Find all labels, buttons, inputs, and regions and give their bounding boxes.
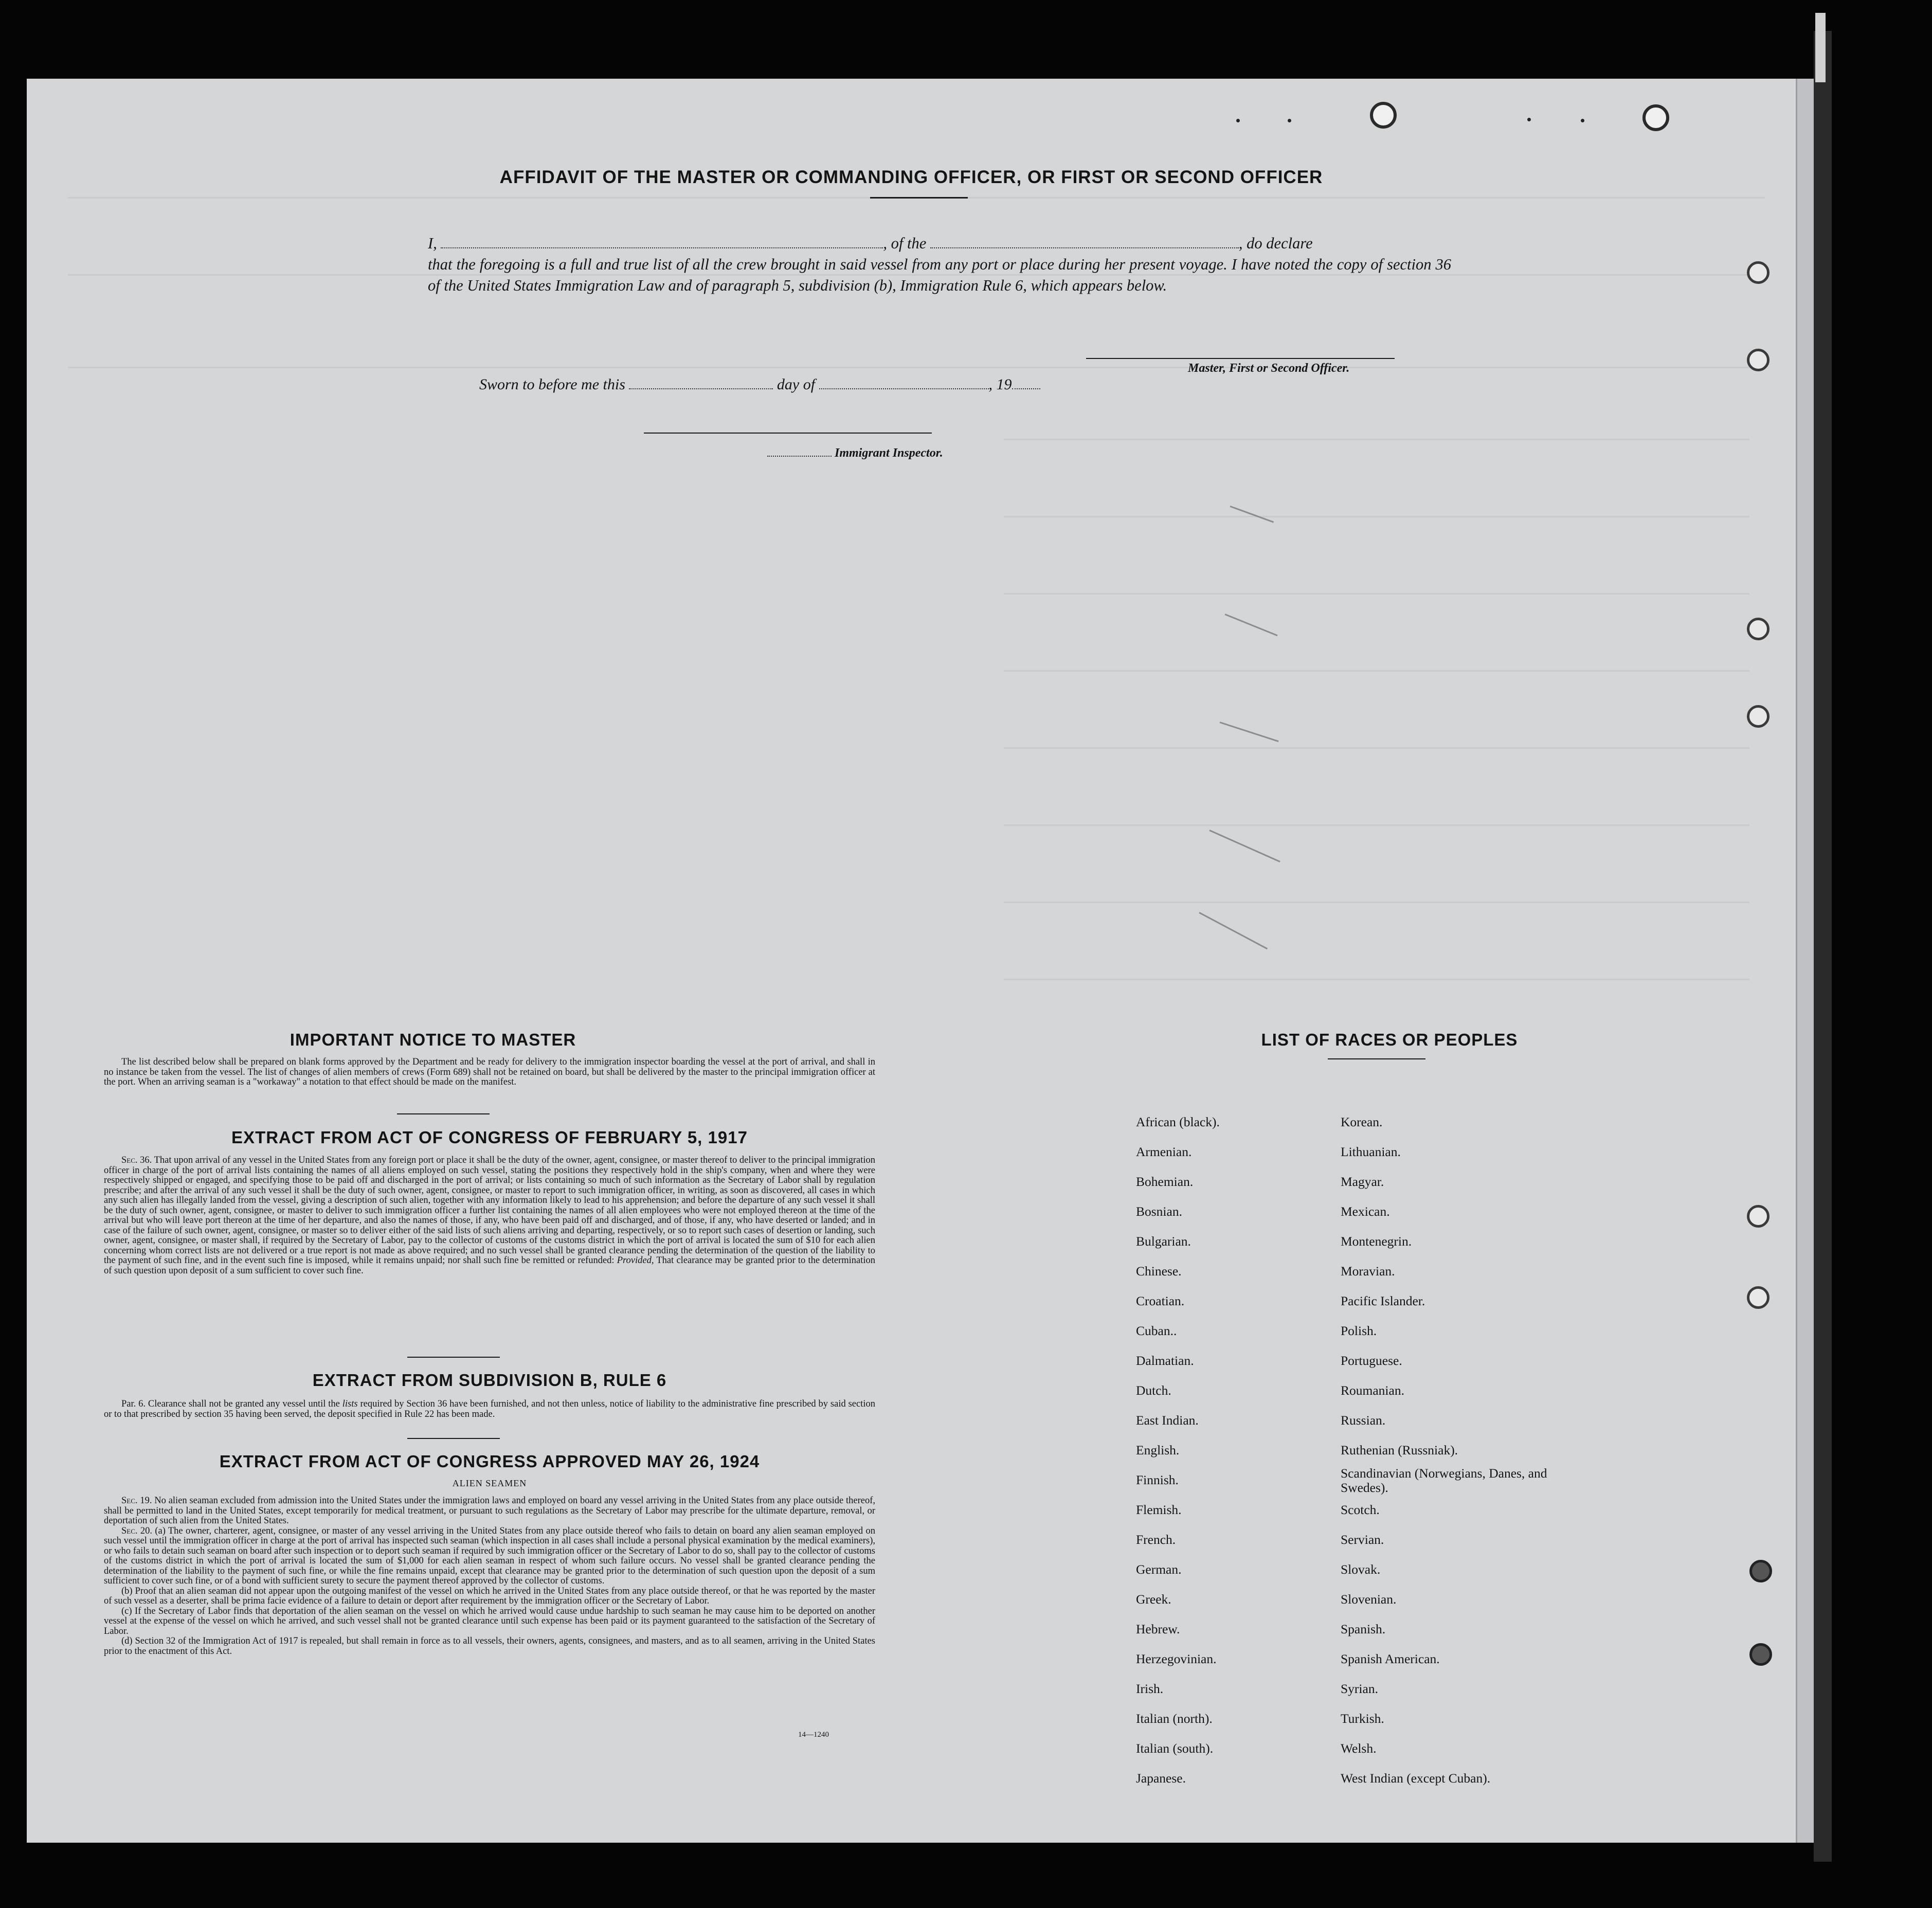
declarant-prefix: I, (428, 235, 437, 252)
section-rule (407, 1357, 500, 1358)
race-item: Italian (south). (1136, 1741, 1214, 1756)
notice-paragraph: The list described below shall be prepared on blank forms approved by the Department and be ready for delivery to the immigration inspector boarding the vessel at the port of arrival, and shall in no instance be taken from the vessel. The list of changes of alien members of crews (Form 689) shall not be retained on board, but shall be delivered by the master to the principal immigration officer at the port. When an arriving seaman is a "workaway" a notation to that effect should be made on the manifest. (104, 1057, 875, 1087)
binder-hole (1747, 1205, 1770, 1228)
sworn-month-field[interactable] (819, 377, 989, 389)
binder-hole (1747, 705, 1770, 728)
race-item: English. (1136, 1443, 1180, 1457)
inspector-name-field[interactable] (767, 449, 832, 457)
bleed-through-rule (1004, 902, 1749, 903)
form-number: 14—1240 (798, 1731, 829, 1739)
race-item: Slovenian. (1341, 1592, 1397, 1607)
race-item: Magyar. (1341, 1174, 1384, 1189)
affidavit-declaration (428, 233, 1451, 296)
pencil-mark (1209, 830, 1280, 862)
of-the-text: , of the (883, 235, 927, 252)
rule6-text-b: required by Section 36 have been furnished, and not then unless, notice of liability to the administrative fine prescribed by said section or to that prescribed by section 35 having been served, the deposit specified in Rule 22 has been made. (104, 1399, 876, 1419)
race-item: Lithuanian. (1341, 1144, 1401, 1159)
race-item: Bulgarian. (1136, 1234, 1191, 1249)
race-item: Slovak. (1341, 1562, 1381, 1577)
race-item: Cuban.. (1136, 1323, 1177, 1338)
race-item: Irish. (1136, 1681, 1164, 1696)
binder-hole (1747, 261, 1770, 284)
punch-hole (1642, 104, 1669, 131)
page-edge (1815, 13, 1826, 82)
sec36-text: That upon arrival of any vessel in the United States from any foreign port or place it shall be the duty of the owner, agent, consignee, or master thereof to deliver to the principal immigration officer in charge of the port of arrival lists containing the names of all aliens employed on such vessel, stating the positions they respectively hold in the ship's company, when and where they were respectively shipped or engaged, and specifying those to be paid off and discharged in the port of arrival; or lists containing so much of such information as the Secretary of Labor shall by regulation prescribe; and after the arrival of any such vessel it shall be the duty of such owner, agent, consignee, or master to report to such immigration officer, in writing, as soon as discovered, all cases in which any such alien has illegally landed from the vessel, giving a description of such alien, together with any information likely to lead to his apprehension; and before the departure of any such vessel it shall be the duty of such owner, agent, consignee, or master to deliver to such immigration officer a further list containing the names of all alien employees who were not employed thereon at the time of the arrival but who will leave port thereon at the time of her departure, and also the names of those, if any, who have been paid off and discharged, and of those, if any, who have deserted or landed; and in case of the failure of such owner, agent, consignee, or master so to deliver either of the said lists of such aliens arriving and departing, respectively, or so to report such cases of desertion or landing, such owner, agent, consignee, or master shall, if required by the Secretary of Labor, pay to the collector of customs of the customs district in which the port of arrival is located the sum of $10 for each alien concerning whom correct lists are not delivered or a true report is not made as above required; and no such vessel shall be granted clearance pending the determination of the question of the liability to the payment of such fine, and in the event such fine is imposed, while it remains unpaid; nor shall such fine be remitted or refunded: (104, 1155, 875, 1266)
race-item: Armenian. (1136, 1144, 1192, 1159)
proviso-label: Provided, (617, 1255, 654, 1266)
extract-1917-title: EXTRACT FROM ACT OF CONGRESS OF FEBRUARY 5, 1917 (231, 1128, 748, 1147)
day-of-text: day of (777, 376, 816, 393)
sec36-paragraph (104, 1156, 875, 1276)
title-rule (870, 197, 968, 199)
race-item: Greek. (1136, 1592, 1171, 1607)
bleed-through-rule (1004, 979, 1749, 980)
race-item: West Indian (except Cuban). (1341, 1771, 1491, 1786)
race-item: Spanish American. (1341, 1651, 1440, 1666)
race-item: Croatian. (1136, 1293, 1185, 1308)
race-item: French. (1136, 1532, 1176, 1547)
sworn-text: Sworn to before me this (479, 376, 625, 393)
rule6-text-a: Par. 6. Clearance shall not be granted any vessel until the (121, 1399, 340, 1409)
bleed-through-rule (1004, 824, 1749, 826)
sworn-line (479, 376, 1148, 393)
race-item: Dutch. (1136, 1383, 1171, 1398)
sec19-text: No alien seaman excluded from admission into the United States under the immigration laws and employed on board any vessel arriving in the United States from any place outside thereof, shall be permitted to land in the United States, except temporarily for medical treatment, or pursuant to such regulations as the Secretary of Labor may prescribe for the ultimate departure, removal, or deportation of such alien from the United States. (104, 1496, 876, 1526)
ink-speck (1581, 119, 1584, 122)
master-signature-label: Master, First or Second Officer. (1188, 362, 1350, 375)
binder-hole (1747, 349, 1770, 371)
race-item: Roumanian. (1341, 1383, 1404, 1398)
bleed-through-rule (68, 367, 1765, 368)
extract-rule6-title: EXTRACT FROM SUBDIVISION B, RULE 6 (312, 1371, 667, 1390)
alien-seamen-subtitle: ALIEN SEAMEN (452, 1478, 527, 1488)
binding-strip (1796, 79, 1814, 1843)
vessel-name-field[interactable] (930, 236, 1239, 248)
races-title: LIST OF RACES OR PEOPLES (1261, 1030, 1518, 1049)
sworn-year-field[interactable] (1012, 377, 1040, 389)
bleed-through-rule (1004, 516, 1749, 517)
bleed-through-rule (1004, 593, 1749, 595)
notice-title: IMPORTANT NOTICE TO MASTER (290, 1030, 576, 1049)
ink-speck (1236, 119, 1240, 122)
ink-speck (1288, 119, 1291, 122)
race-item: Flemish. (1136, 1502, 1182, 1517)
race-item: Welsh. (1341, 1741, 1377, 1756)
punch-hole (1370, 102, 1397, 129)
sec20a-text: (a) The owner, charterer, agent, consignee, or master of any vessel arriving in the United States from any place outside thereof who fails to detain on board any alien seaman employed on such vessel until the immigration officer in charge at the port of arrival has inspected such seaman (which inspection in all cases shall include a personal physical examination by the medical examiners), or who fails to detain such seaman on board after such inspection or to deport such seaman if required by such immigration officer or the Secretary of Labor to do so, shall pay to the collector of customs of the customs district in which the port of arrival is located the sum of $1,000 for each alien seaman in respect of whom such failure occurs. No vessel shall be granted clearance pending the determination of the liability to the payment of such fine, or while the fine remains unpaid, except that clearance may be granted prior to the determination of such question upon the deposit of a sum sufficient to cover such fine, or of a bond with sufficient surety to secure the payment thereof approved by the collector of customs. (104, 1525, 875, 1586)
race-item: Moravian. (1341, 1264, 1395, 1279)
races-left-column (1136, 1107, 1357, 1793)
declaration-body: that the foregoing is a full and true list of all the crew brought in said vessel from any port or place during her present voyage. I have noted the copy of section 36 of the United States Immigration Law and of paragraph 5, subdivision (b), Immigration Rule 6, which appears below. (428, 256, 1451, 294)
race-item: Bosnian. (1136, 1204, 1182, 1219)
race-item: Spanish. (1341, 1622, 1386, 1636)
section-rule (407, 1438, 500, 1439)
binder-hole (1749, 1643, 1772, 1666)
race-item: Russian. (1341, 1413, 1386, 1428)
race-item: Chinese. (1136, 1264, 1182, 1279)
race-item: Portuguese. (1341, 1353, 1402, 1368)
document-page (27, 79, 1814, 1843)
inspector-label (767, 446, 943, 460)
race-item: African (black). (1136, 1114, 1220, 1129)
extract-1924-title: EXTRACT FROM ACT OF CONGRESS APPROVED MAY 26, 1924 (219, 1452, 760, 1471)
race-item: East Indian. (1136, 1413, 1199, 1428)
extract-1924-text (104, 1496, 875, 1657)
race-item: Scandinavian (Norwegians, Danes, and Swedes). (1341, 1466, 1547, 1495)
pencil-mark (1224, 614, 1277, 636)
proviso-text: That clearance may be granted prior to the determination of such question upon deposit of a sum sufficient to cover such fine. (104, 1255, 876, 1276)
bleed-through-rule (1004, 747, 1749, 749)
race-item: Herzegovinian. (1136, 1651, 1217, 1666)
race-item: Pacific Islander. (1341, 1293, 1425, 1308)
year-prefix: , 19 (988, 376, 1012, 393)
race-item: Syrian. (1341, 1681, 1378, 1696)
binder-hole (1749, 1560, 1772, 1582)
sec20-label: Sec. 20. (121, 1525, 152, 1536)
pencil-mark (1199, 912, 1268, 949)
sec20b-paragraph: (b) Proof that an alien seaman did not appear upon the outgoing manifest of the vessel on which he arrived in the United States from any place outside thereof, or that he was reported by the master of such vessel as a deserter, shall be prima facie evidence of a failure to detain or deport after requirement by the immigration officer or the Secretary of Labor. (104, 1586, 875, 1606)
race-item: Montenegrin. (1341, 1234, 1412, 1249)
race-item: Korean. (1341, 1114, 1383, 1129)
binder-hole (1747, 618, 1770, 640)
race-item: German. (1136, 1562, 1182, 1577)
race-item: Polish. (1341, 1323, 1377, 1338)
title-rule (1328, 1058, 1425, 1059)
sec36-label: Sec. 36. (121, 1155, 152, 1165)
race-item: Mexican. (1341, 1204, 1390, 1219)
race-item: Italian (north). (1136, 1711, 1213, 1726)
race-item: Finnish. (1136, 1472, 1179, 1487)
sec19-label: Sec. 19. (121, 1496, 152, 1506)
declarant-name-field[interactable] (441, 236, 883, 248)
bleed-through-rule (1004, 670, 1749, 672)
race-item: Japanese. (1136, 1771, 1186, 1786)
affidavit-title: AFFIDAVIT OF THE MASTER OR COMMANDING OFFICER, OR FIRST OR SECOND OFFICER (499, 167, 1323, 187)
extract-1917-text (104, 1156, 875, 1276)
notice-text (104, 1057, 875, 1088)
race-item: Servian. (1341, 1532, 1384, 1547)
race-item: Ruthenian (Russniak). (1341, 1443, 1458, 1457)
ink-speck (1527, 118, 1531, 121)
bleed-through-rule (1004, 439, 1749, 440)
binder-hole (1747, 1286, 1770, 1309)
race-item: Bohemian. (1136, 1174, 1194, 1189)
do-declare-text: , do declare (1238, 235, 1313, 252)
section-rule (397, 1113, 490, 1114)
race-item: Turkish. (1341, 1711, 1384, 1726)
races-right-column (1341, 1107, 1562, 1793)
pencil-mark (1220, 722, 1279, 742)
race-item: Hebrew. (1136, 1622, 1180, 1636)
rule6-paragraph (104, 1399, 875, 1419)
declaration-line (428, 233, 1451, 254)
extract-rule6-text (104, 1399, 875, 1419)
sec20c-paragraph: (c) If the Secretary of Labor finds that deportation of the alien seaman on the vessel on which he arrived would cause undue hardship to such seaman he may cause him to be deported on another vessel at the expense of the vessel on which he arrived, and such vessel shall not be granted clearance until such expense has been paid or its payment guaranteed to the satisfaction of the Secretary of Labor. (104, 1606, 875, 1636)
sec19-paragraph (104, 1496, 875, 1526)
inspector-signature-line[interactable] (644, 433, 932, 434)
page-edge (1814, 31, 1832, 1862)
race-item: Dalmatian. (1136, 1353, 1194, 1368)
sec20d-paragraph: (d) Section 32 of the Immigration Act of 1917 is repealed, but shall remain in force as to all vessels, their owners, agents, consignees, and masters, and as to all seamen, arriving in the United States prior to the enactment of this Act. (104, 1636, 875, 1657)
master-signature-line[interactable] (1086, 358, 1395, 359)
sec20a-paragraph (104, 1526, 875, 1587)
pencil-mark (1230, 506, 1274, 523)
sworn-day-field[interactable] (629, 377, 773, 389)
lists-word: lists (342, 1399, 358, 1409)
race-item: Scotch. (1341, 1502, 1380, 1517)
inspector-label-text: Immigrant Inspector. (835, 446, 943, 460)
